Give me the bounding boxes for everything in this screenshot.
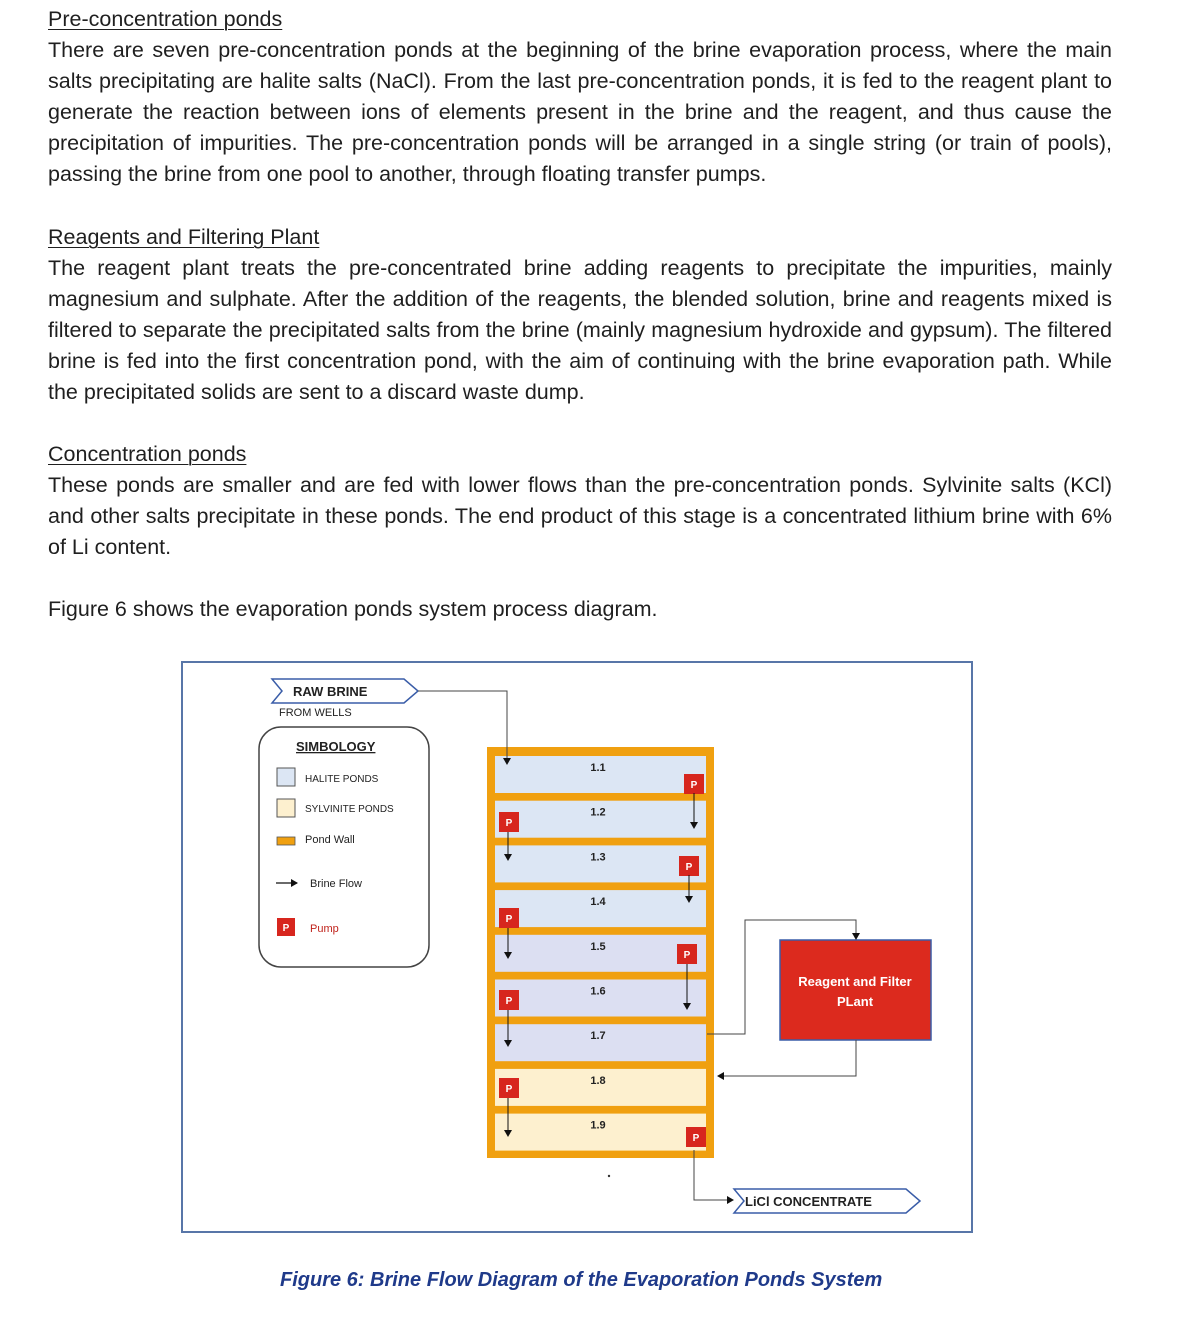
pump-symbol: P [690,780,698,791]
figure-caption: Figure 6: Brine Flow Diagram of the Evaporation Ponds System [280,1269,883,1291]
pond-label: 1.9 [590,1119,606,1132]
pond-label: 1.5 [590,940,606,953]
halite-legend-label: HALITE PONDS [305,774,379,785]
reagent-filter-plant [780,940,931,1040]
pump-legend-symbol: P [282,923,290,934]
pump-symbol: P [692,1133,700,1144]
sylvinite-swatch [277,799,295,817]
pond-wall-legend-label: Pond Wall [305,834,355,846]
pond-label: 1.6 [590,985,606,998]
pond-label: 1.3 [590,851,606,864]
reagent-plant-label-line2: PLant [836,994,874,1009]
pump-symbol: P [505,996,513,1007]
reagent-plant-label-line1: Reagent and Filter [798,974,912,989]
licl-concentrate-label: LiCl CONCENTRATE [745,1194,872,1209]
halite-swatch [277,768,295,786]
pump-legend-label: Pump [310,923,339,935]
pump-symbol: P [683,950,691,961]
simbology-title: SIMBOLOGY [296,739,376,754]
pond-label: 1.2 [590,806,606,819]
pond-wall-swatch [277,837,295,845]
section-body: The reagent plant treats the pre-concentrated brine adding reagents to precipitate the impurities, mainly magnesium and sulphate. After the addition of the reagents, the blended solution, brine and reagents mixed is filtered to separate the precipitated salts from the brine (mainly magnesium hydroxide and gypsum). The filtered brine is fed into the first concentration pond, with the aim of continuing with the brine evaporation path. While the precipitated solids are sent to a discard waste dump. [48,256,1112,404]
stray-dot [608,1175,610,1177]
ponds-layer [495,756,706,1151]
section-body: These ponds are smaller and are fed with lower flows than the pre-concentration ponds. Sylvinite salts (KCl) and other salts precipitate in these ponds. The end product of this stage is a concentrated lithium brine with 6% of Li content. [48,473,1112,559]
pump-symbol: P [505,818,513,829]
raw-brine-label: RAW BRINE [293,684,368,699]
pond-label: 1.4 [590,896,606,909]
pond-label: 1.8 [590,1074,606,1087]
figure-intro: Figure 6 shows the evaporation ponds system process diagram. [48,597,658,621]
sylvinite-legend-label: SYLVINITE PONDS [305,804,394,815]
pump-symbol: P [505,914,513,925]
section-heading: Reagents and Filtering Plant [48,225,320,249]
pond-label: 1.7 [590,1030,606,1043]
pond-label: 1.1 [590,762,606,774]
section-body: There are seven pre-concentration ponds at the beginning of the brine evaporation process, where the main salts precipitating are halite salts (NaCl). From the last pre-concentration ponds, it is fed to the reagent plant to generate the reaction between ions of elements present in the brine and the reagent, and thus cause the precipitation of impurities. The pre-concentration ponds will be arranged in a single string (or train of pools), passing the brine from one pool to another, through floating transfer pumps. [48,38,1112,186]
brine-flow-legend-label: Brine Flow [310,878,362,890]
section-heading: Pre-concentration ponds [48,7,283,31]
section-heading: Concentration ponds [48,442,247,466]
pump-symbol: P [685,862,693,873]
from-wells-label: FROM WELLS [279,707,352,719]
pump-symbol: P [505,1084,513,1095]
